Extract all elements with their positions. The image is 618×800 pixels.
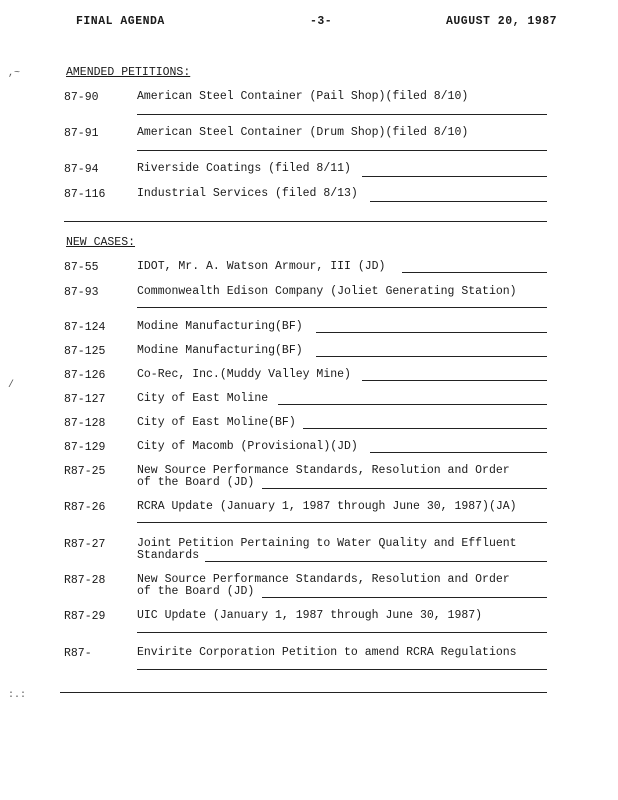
signature-line — [370, 201, 547, 202]
signature-line — [137, 150, 547, 151]
header-title: FINAL AGENDA — [76, 15, 165, 28]
case-title: Joint Petition Pertaining to Water Quality and Effluent — [137, 537, 517, 550]
signature-line — [205, 561, 547, 562]
case-title: Modine Manufacturing(BF) — [137, 320, 303, 333]
signature-line — [64, 221, 547, 222]
case-number: 87-94 — [64, 163, 99, 176]
case-number: R87-25 — [64, 465, 106, 478]
case-title: RCRA Update (January 1, 1987 through June 30, 1987)(JA) — [137, 500, 517, 513]
signature-line — [137, 307, 547, 308]
header-date: AUGUST 20, 1987 — [446, 15, 558, 28]
amended-petitions-heading: AMENDED PETITIONS: — [66, 66, 191, 79]
margin-mark: ,~ — [8, 68, 21, 79]
case-title-continued: of the Board (JD) — [137, 585, 255, 598]
case-number: R87-29 — [64, 610, 106, 623]
case-number: 87-127 — [64, 393, 106, 406]
signature-line — [137, 522, 547, 523]
case-number: 87-124 — [64, 321, 106, 334]
case-title-continued: Standards — [137, 549, 200, 562]
case-number: R87-26 — [64, 501, 106, 514]
case-title: Co-Rec, Inc.(Muddy Valley Mine) — [137, 368, 351, 381]
signature-line — [362, 176, 547, 177]
signature-line — [303, 428, 547, 429]
case-number: 87-129 — [64, 441, 106, 454]
case-title: Modine Manufacturing(BF) — [137, 344, 303, 357]
case-number: 87-125 — [64, 345, 106, 358]
case-title: City of East Moline — [137, 392, 269, 405]
case-title: UIC Update (January 1, 1987 through June 30, 1987) — [137, 609, 483, 622]
case-title-continued: of the Board (JD) — [137, 476, 255, 489]
case-title: New Source Performance Standards, Resolution and Order — [137, 573, 510, 586]
margin-mark: :.: — [8, 690, 27, 701]
case-number: 87-93 — [64, 286, 99, 299]
new-cases-heading: NEW CASES: — [66, 236, 136, 249]
case-number: R87-28 — [64, 574, 106, 587]
case-number: 87-128 — [64, 417, 106, 430]
page-number: -3- — [310, 15, 333, 28]
case-number: R87-27 — [64, 538, 106, 551]
signature-line — [316, 332, 547, 333]
case-title: Industrial Services (filed 8/13) — [137, 187, 358, 200]
signature-line — [137, 669, 547, 670]
case-number: 87-116 — [64, 188, 106, 201]
signature-line — [137, 632, 547, 633]
case-number: 87-90 — [64, 91, 99, 104]
case-title: New Source Performance Standards, Resolution and Order — [137, 464, 510, 477]
case-number: R87- — [64, 647, 92, 660]
signature-line — [262, 597, 547, 598]
case-number: 87-55 — [64, 261, 99, 274]
case-title: IDOT, Mr. A. Watson Armour, III (JD) — [137, 260, 386, 273]
signature-line — [370, 452, 547, 453]
margin-mark: / — [8, 380, 15, 391]
case-title: City of Macomb (Provisional)(JD) — [137, 440, 358, 453]
case-number: 87-126 — [64, 369, 106, 382]
case-title: City of East Moline(BF) — [137, 416, 296, 429]
signature-line — [60, 692, 547, 693]
case-title: Envirite Corporation Petition to amend RCRA Regulations — [137, 646, 517, 659]
signature-line — [137, 114, 547, 115]
signature-line — [278, 404, 547, 405]
signature-line — [402, 272, 547, 273]
case-number: 87-91 — [64, 127, 99, 140]
signature-line — [262, 488, 547, 489]
signature-line — [316, 356, 547, 357]
case-title: Riverside Coatings (filed 8/11) — [137, 162, 351, 175]
case-title: American Steel Container (Drum Shop)(filed 8/10) — [137, 126, 469, 139]
case-title: Commonwealth Edison Company (Joliet Generating Station) — [137, 285, 517, 298]
signature-line — [362, 380, 547, 381]
case-title: American Steel Container (Pail Shop)(filed 8/10) — [137, 90, 469, 103]
